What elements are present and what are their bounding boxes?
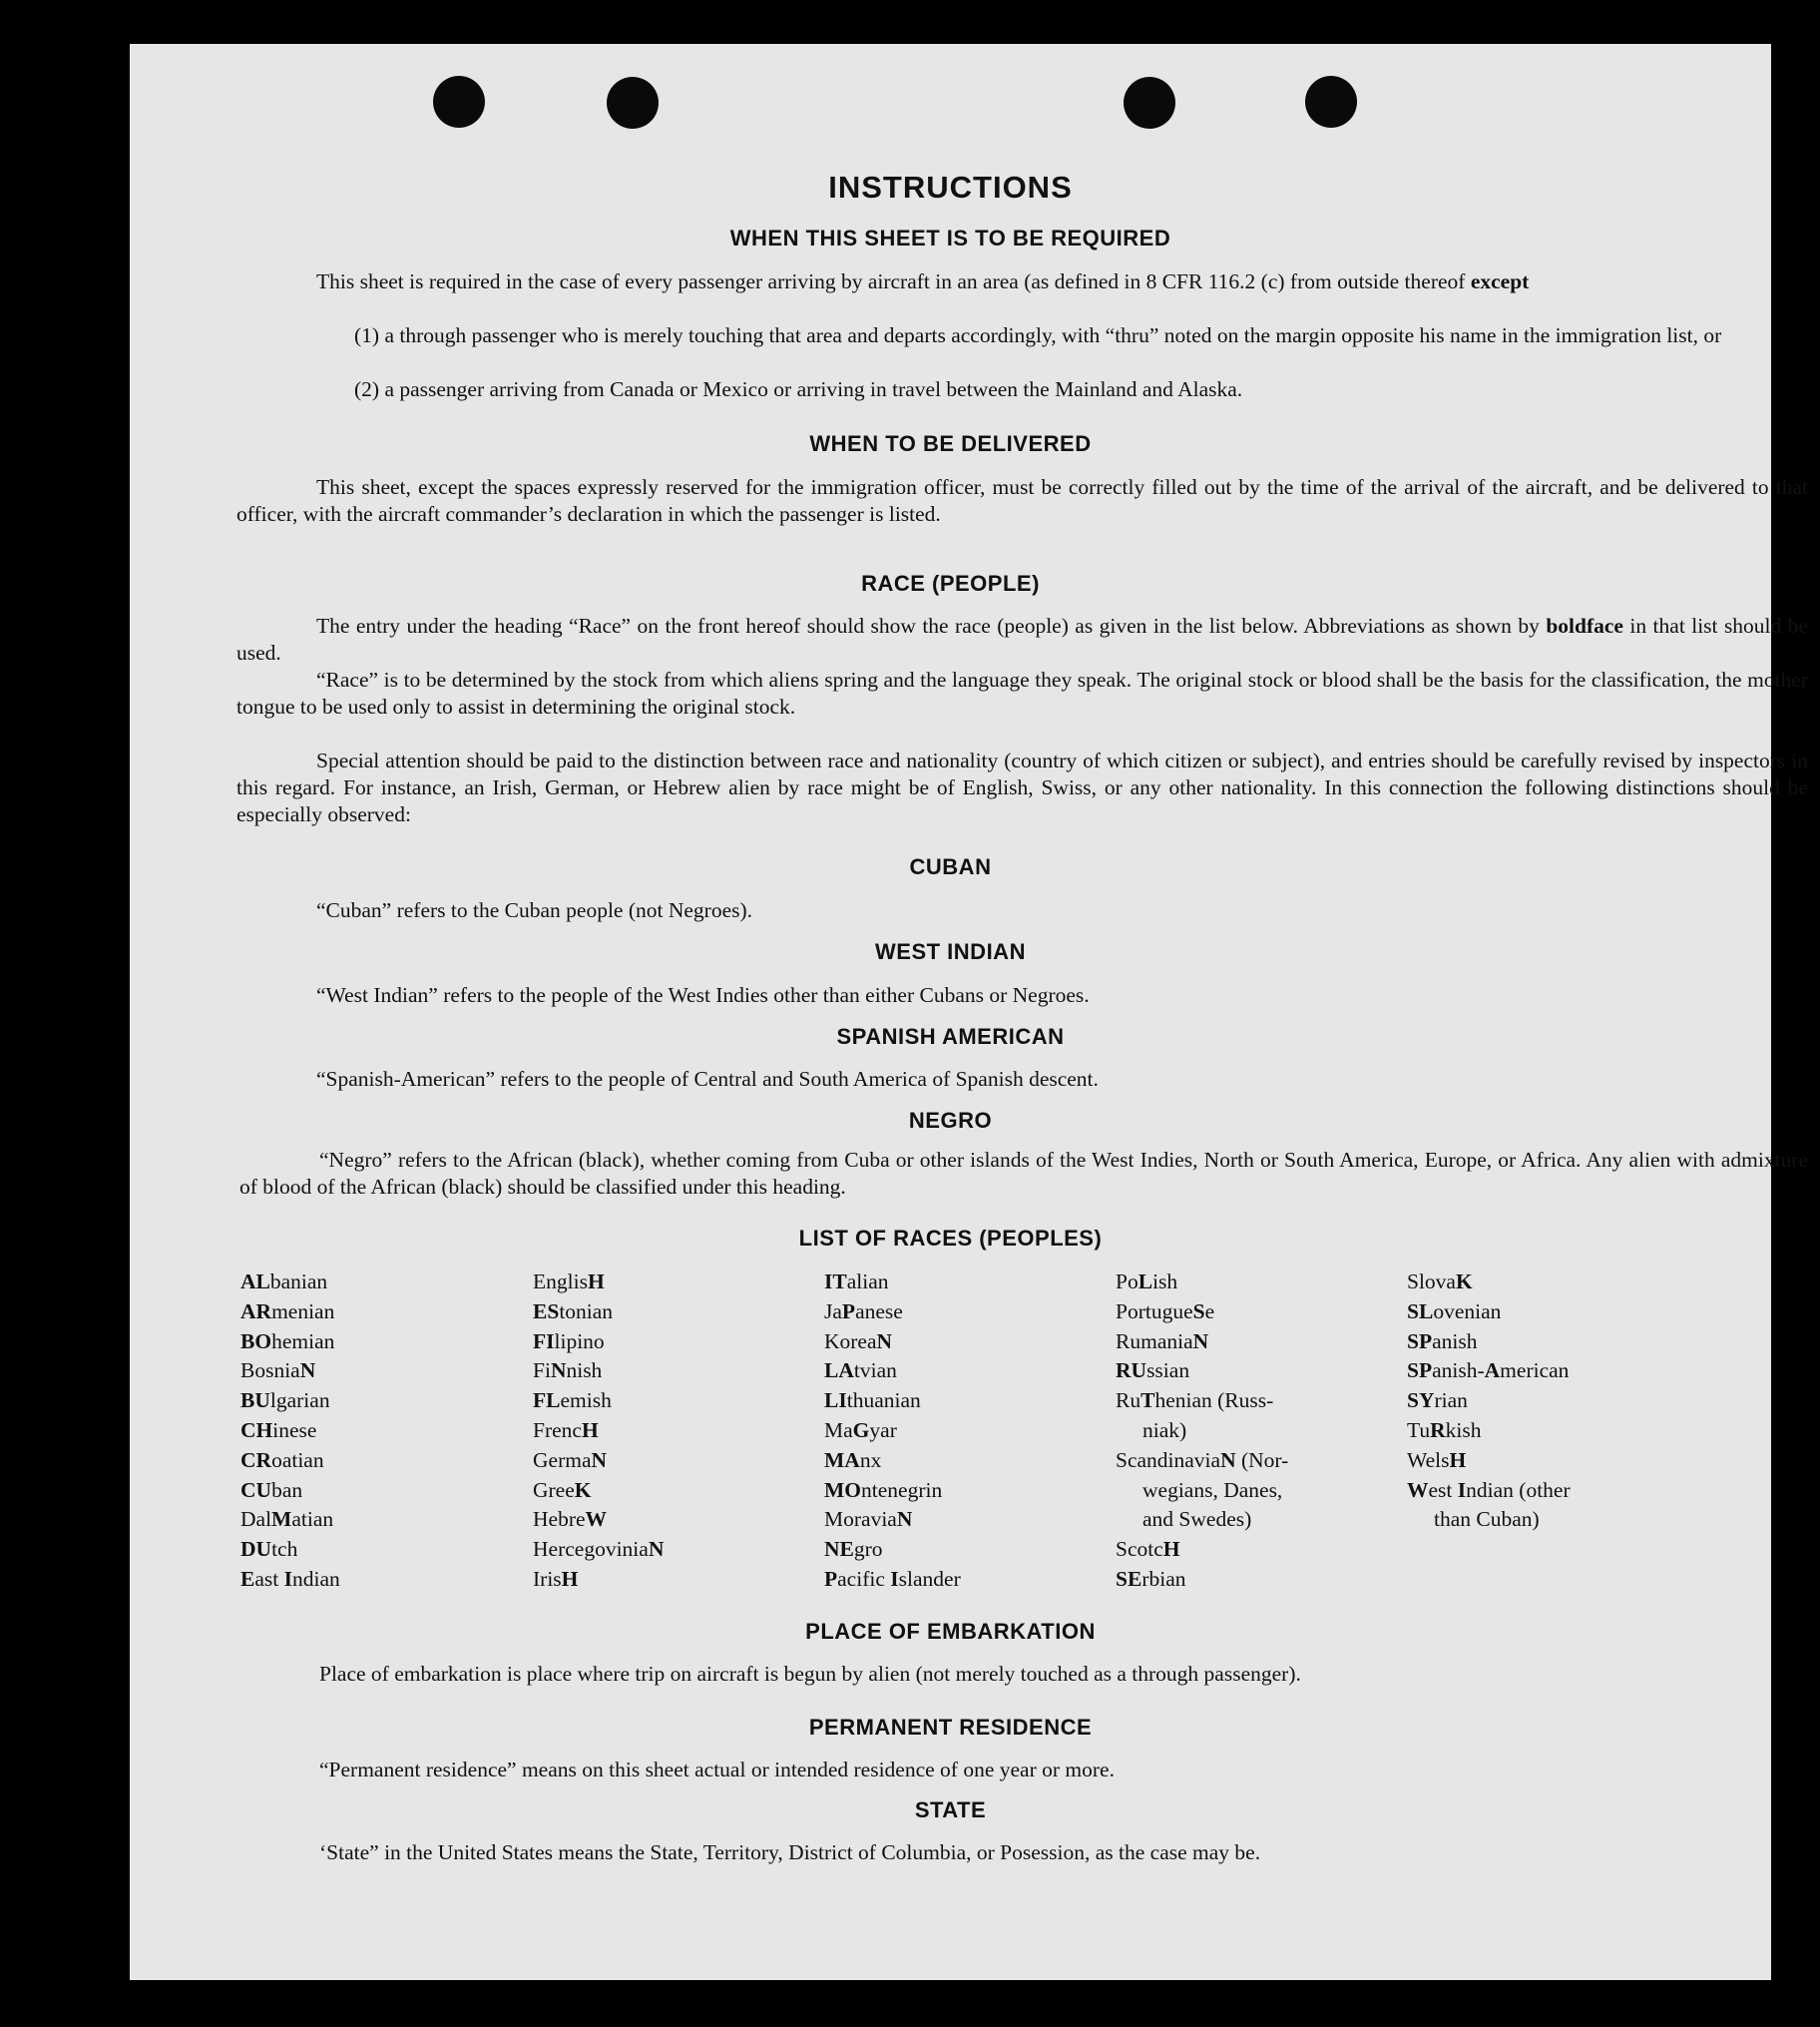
race-abbreviation: CU [240, 1477, 272, 1502]
race-list-column-4 [1116, 1267, 1375, 1595]
race-paragraph-2: “Race” is to be determined by the stock from which aliens spring and the language they speak. The original stock or blood shall be the basis for the classification, the mother tongue to be used only to assist in determining the original stock. [236, 668, 1808, 719]
race-list-item [533, 1565, 812, 1595]
race-list-item [240, 1297, 520, 1327]
race-abbreviation: P [841, 1298, 856, 1323]
race-name-text: Hebre [533, 1507, 586, 1532]
race-name-text: Scandinavia [1116, 1447, 1221, 1472]
race-list-item [240, 1505, 520, 1535]
race-list-item [1116, 1267, 1375, 1297]
race-abbreviation: BU [240, 1388, 270, 1413]
race-abbreviation: NE [824, 1537, 854, 1562]
race-name-text: ovenian [1433, 1298, 1502, 1323]
race-name-text: inese [272, 1417, 317, 1442]
race-list-item [533, 1356, 812, 1386]
race-name-text: ast [254, 1566, 284, 1591]
race-name-text: atian [291, 1507, 334, 1532]
race-name-text: Bosnia [240, 1358, 300, 1383]
race-list-item [824, 1416, 1104, 1446]
race-name-text: Slova [1407, 1269, 1456, 1293]
race-abbreviation: SY [1407, 1388, 1435, 1413]
west-indian-text: “West Indian” refers to the people of the West Indies other than either Cubans or Negroes. [316, 983, 1090, 1007]
race-name-text: Rumania [1116, 1328, 1193, 1353]
race-name-text: lipino [554, 1328, 605, 1353]
race-list-item [824, 1327, 1104, 1357]
race-abbreviation: P [824, 1566, 838, 1591]
race-name-continuation: niak) [1142, 1417, 1187, 1442]
race-abbreviation: L [1138, 1269, 1153, 1293]
race-name-text: alian [846, 1269, 889, 1293]
page-title: INSTRUCTIONS [828, 170, 1073, 205]
race-name-text: Germa [533, 1447, 592, 1472]
race-abbreviation: R [1430, 1417, 1446, 1442]
race-name-text: yar [869, 1417, 897, 1442]
section-heading-cuban: CUBAN [909, 854, 992, 879]
section-heading-when-delivered: WHEN TO BE DELIVERED [809, 431, 1092, 456]
race-abbreviation: LA [824, 1358, 854, 1383]
race-list-item [533, 1476, 812, 1506]
race-abbreviation: K [574, 1477, 592, 1502]
when-delivered-text: This sheet, except the spaces expressly reserved for the immigration officer, must be correctly filled out by the time of the arrival of the aircraft, and be delivered to that officer, with the aircraft commander’s declaration in which the passenger is listed. [236, 475, 1808, 526]
race-list-item [1116, 1386, 1375, 1446]
race-list-item [1116, 1446, 1375, 1535]
race-abbreviation: G [852, 1417, 870, 1442]
section-heading-place-of-embarkation: PLACE OF EMBARKATION [805, 1619, 1096, 1644]
race-list-item [824, 1505, 1104, 1535]
section-heading-negro: NEGRO [908, 1108, 993, 1133]
race-abbreviation: FI [533, 1328, 555, 1353]
race-abbreviation: H [1449, 1447, 1467, 1472]
race-abbreviation: N [876, 1328, 893, 1353]
race-abbreviation: N [648, 1537, 665, 1562]
section-heading-list-of-races: LIST OF RACES (PEOPLES) [798, 1226, 1103, 1251]
race-abbreviation: S [1192, 1298, 1205, 1323]
race-list-item [1407, 1267, 1686, 1297]
race-list-item [240, 1565, 520, 1595]
race-name-continuation: and Swedes) [1142, 1507, 1252, 1532]
race-name-text: rbian [1141, 1566, 1186, 1591]
race-list-item [533, 1267, 812, 1297]
document-page [130, 44, 1809, 1980]
race-list-item [824, 1356, 1104, 1386]
race-abbreviation: H [1162, 1537, 1180, 1562]
race-abbreviation: MA [824, 1447, 860, 1472]
race-name-text: thuanian [846, 1388, 921, 1413]
spanish-american-text: “Spanish-American” refers to the people of Central and South America of Spanish descent. [316, 1067, 1099, 1091]
negro-text: “Negro” refers to the African (black), whether coming from Cuba or other islands of the West Indies, North or South America, Europe, or Africa. Any alien with admixture of blood of the African (black) should be classified under this heading. [239, 1148, 1808, 1199]
race-name-text: Frenc [533, 1417, 582, 1442]
race-abbreviation: ES [533, 1298, 560, 1323]
race-abbreviation: DU [240, 1537, 272, 1562]
race-name-text: anese [855, 1298, 903, 1323]
race-name-text: Ja [824, 1298, 842, 1323]
race-name-text: e [1204, 1298, 1215, 1323]
race-abbreviation: E [240, 1566, 255, 1591]
race-name-continuation: than Cuban) [1434, 1507, 1540, 1532]
race-list-item [240, 1386, 520, 1416]
race-name-text: est [1428, 1477, 1458, 1502]
race-list-item [533, 1386, 812, 1416]
race-abbreviation: SL [1407, 1298, 1434, 1323]
race-abbreviation: A [1484, 1358, 1501, 1383]
race-name-text: Dal [240, 1507, 272, 1532]
race-list-item [533, 1535, 812, 1565]
race-name-text: Tu [1407, 1417, 1431, 1442]
race-list-item [240, 1356, 520, 1386]
section-heading-when-required: WHEN THIS SHEET IS TO BE REQUIRED [729, 226, 1171, 251]
race-list-item [824, 1386, 1104, 1416]
race-abbreviation: LI [824, 1388, 847, 1413]
race-name-text: ish [1152, 1269, 1178, 1293]
race-paragraph-1: The entry under the heading “Race” on the front hereof should show the race (people) as given in the list below. Abbreviations as shown by boldface in that list should be used. [236, 614, 1809, 665]
when-required-intro: This sheet is required in the case of every passenger arriving by aircraft in an area (as defined in 8 CFR 116.2 (c) from outside thereof except [316, 269, 1530, 293]
race-name-text: acific [837, 1566, 891, 1591]
race-abbreviation: SP [1407, 1358, 1433, 1383]
race-abbreviation: I [283, 1566, 292, 1591]
place-of-embarkation-text: Place of embarkation is place where trip on aircraft is begun by alien (not merely touched as a through passenger). [319, 1662, 1301, 1686]
race-list-item [824, 1535, 1104, 1565]
race-abbreviation: W [585, 1507, 608, 1532]
race-list-item [1116, 1297, 1375, 1327]
race-list-item [240, 1327, 520, 1357]
race-name-text: Fi [533, 1358, 551, 1383]
race-list-item [533, 1505, 812, 1535]
race-list-item [533, 1446, 812, 1476]
race-abbreviation: H [561, 1566, 579, 1591]
race-list-item [1407, 1297, 1686, 1327]
race-name-text: Hercegovinia [533, 1537, 649, 1562]
race-name-text: (Nor- [1235, 1447, 1289, 1472]
race-name-text: Ma [824, 1417, 853, 1442]
race-name-text: Po [1116, 1269, 1138, 1293]
race-abbreviation: N [1220, 1447, 1236, 1472]
race-list-item [533, 1297, 812, 1327]
race-list-item [824, 1565, 1104, 1595]
race-name-text: Portugue [1116, 1298, 1193, 1323]
race-name-text: ntenegrin [861, 1477, 943, 1502]
race-name-text: Scotc [1116, 1537, 1163, 1562]
race-list-item [1116, 1356, 1375, 1386]
race-list-item [824, 1476, 1104, 1506]
race-name-text: henian (Russ- [1154, 1388, 1274, 1413]
race-list-item [824, 1297, 1104, 1327]
race-list-item [1407, 1356, 1686, 1386]
race-name-text: Iris [533, 1566, 562, 1591]
race-abbreviation: W [1407, 1477, 1429, 1502]
punch-hole [433, 76, 485, 128]
race-abbreviation: N [550, 1358, 567, 1383]
state-text: ‘State” in the United States means the State, Territory, District of Columbia, or Posession, as the case may be. [319, 1840, 1261, 1864]
section-heading-west-indian: WEST INDIAN [875, 939, 1026, 964]
punch-hole [1124, 77, 1175, 129]
race-list-item [240, 1476, 520, 1506]
race-abbreviation: N [896, 1507, 913, 1532]
race-name-text: ndian [291, 1566, 340, 1591]
race-name-text: tonian [559, 1298, 614, 1323]
race-list-column-2 [533, 1267, 812, 1595]
exception-item-2: (2) a passenger arriving from Canada or Mexico or arriving in travel between the Mainland and Alaska. [354, 377, 1243, 401]
race-list-column-5 [1407, 1267, 1686, 1535]
race-abbreviation: I [1457, 1477, 1467, 1502]
race-name-text: Ru [1116, 1388, 1141, 1413]
race-name-text: gro [853, 1537, 883, 1562]
race-name-text: anish- [1432, 1358, 1485, 1383]
race-list-column-1 [240, 1267, 520, 1595]
cuban-text: “Cuban” refers to the Cuban people (not Negroes). [316, 898, 753, 922]
race-abbreviation: H [587, 1269, 605, 1293]
race-name-text: oatian [271, 1447, 324, 1472]
race-abbreviation: I [890, 1566, 899, 1591]
race-list-item [240, 1267, 520, 1297]
race-abbreviation: SE [1116, 1566, 1142, 1591]
race-abbreviation: SP [1407, 1328, 1433, 1353]
race-abbreviation: FL [533, 1388, 561, 1413]
race-list-item [1407, 1446, 1686, 1476]
race-name-text: anish [1432, 1328, 1478, 1353]
race-name-text: menian [271, 1298, 335, 1323]
race-list-item [1116, 1535, 1375, 1565]
race-name-text: hemian [271, 1328, 335, 1353]
race-name-text: merican [1500, 1358, 1570, 1383]
race-abbreviation: T [1140, 1388, 1155, 1413]
race-name-text: banian [269, 1269, 328, 1293]
race-name-text: Wels [1407, 1447, 1450, 1472]
race-name-continuation: wegians, Danes, [1142, 1477, 1283, 1502]
section-heading-race: RACE (PEOPLE) [861, 571, 1040, 596]
race-name-text: lgarian [269, 1388, 330, 1413]
race-abbreviation: N [591, 1447, 608, 1472]
race-list-item [533, 1416, 812, 1446]
section-heading-state: STATE [914, 1797, 987, 1822]
race-abbreviation: AR [240, 1298, 272, 1323]
race-abbreviation: H [581, 1417, 599, 1442]
race-abbreviation: N [1192, 1328, 1209, 1353]
race-list-item [240, 1535, 520, 1565]
race-name-text: emish [560, 1388, 612, 1413]
exception-item-1: (1) a through passenger who is merely touching that area and departs accordingly, with “thru” noted on the margin opposite his name in the immigration list, or [354, 323, 1722, 347]
race-list-item [1407, 1416, 1686, 1446]
race-abbreviation: RU [1116, 1358, 1147, 1383]
race-list-item [1116, 1327, 1375, 1357]
race-abbreviation: N [299, 1358, 316, 1383]
punch-hole [607, 77, 659, 129]
race-name-text: Korea [824, 1328, 877, 1353]
race-list-item [1407, 1386, 1686, 1416]
race-name-text: kish [1445, 1417, 1482, 1442]
race-abbreviation: BO [240, 1328, 272, 1353]
permanent-residence-text: “Permanent residence” means on this sheet actual or intended residence of one year or more. [319, 1758, 1115, 1781]
section-heading-permanent-residence: PERMANENT RESIDENCE [808, 1715, 1093, 1740]
race-abbreviation: MO [824, 1477, 862, 1502]
race-list-item [1407, 1327, 1686, 1357]
race-list-item [824, 1267, 1104, 1297]
section-heading-spanish-american: SPANISH AMERICAN [836, 1024, 1065, 1049]
race-abbreviation: CR [240, 1447, 272, 1472]
race-name-text: ban [271, 1477, 303, 1502]
race-abbreviation: CH [240, 1417, 273, 1442]
race-list-item [1116, 1565, 1375, 1595]
race-abbreviation: K [1455, 1269, 1473, 1293]
race-abbreviation: IT [824, 1269, 847, 1293]
race-list-item [240, 1416, 520, 1446]
race-list-item [1407, 1476, 1686, 1536]
punch-hole [1305, 76, 1357, 128]
race-name-text: tch [271, 1537, 298, 1562]
race-name-text: Moravia [824, 1507, 897, 1532]
race-abbreviation: M [271, 1507, 292, 1532]
race-name-text: Englis [533, 1269, 588, 1293]
race-name-text: ssian [1146, 1358, 1190, 1383]
race-name-text: ndian (other [1466, 1477, 1571, 1502]
race-name-text: tvian [853, 1358, 897, 1383]
race-list-item [240, 1446, 520, 1476]
race-paragraph-3: Special attention should be paid to the distinction between race and nationality (country of which citizen or subject), and entries should be carefully revised by inspectors in this regard. For instance, an Irish, German, or Hebrew alien by race might be of English, Swiss, or any other nationality. In this connection the following distinctions should be especially observed: [236, 749, 1808, 826]
race-list-column-3 [824, 1267, 1104, 1595]
race-name-text: nish [566, 1358, 603, 1383]
race-abbreviation: AL [240, 1269, 270, 1293]
race-name-text: slander [898, 1566, 961, 1591]
race-list-item [824, 1446, 1104, 1476]
race-name-text: rian [1434, 1388, 1468, 1413]
race-name-text: nx [859, 1447, 882, 1472]
race-list-item [533, 1327, 812, 1357]
race-name-text: Gree [533, 1477, 575, 1502]
